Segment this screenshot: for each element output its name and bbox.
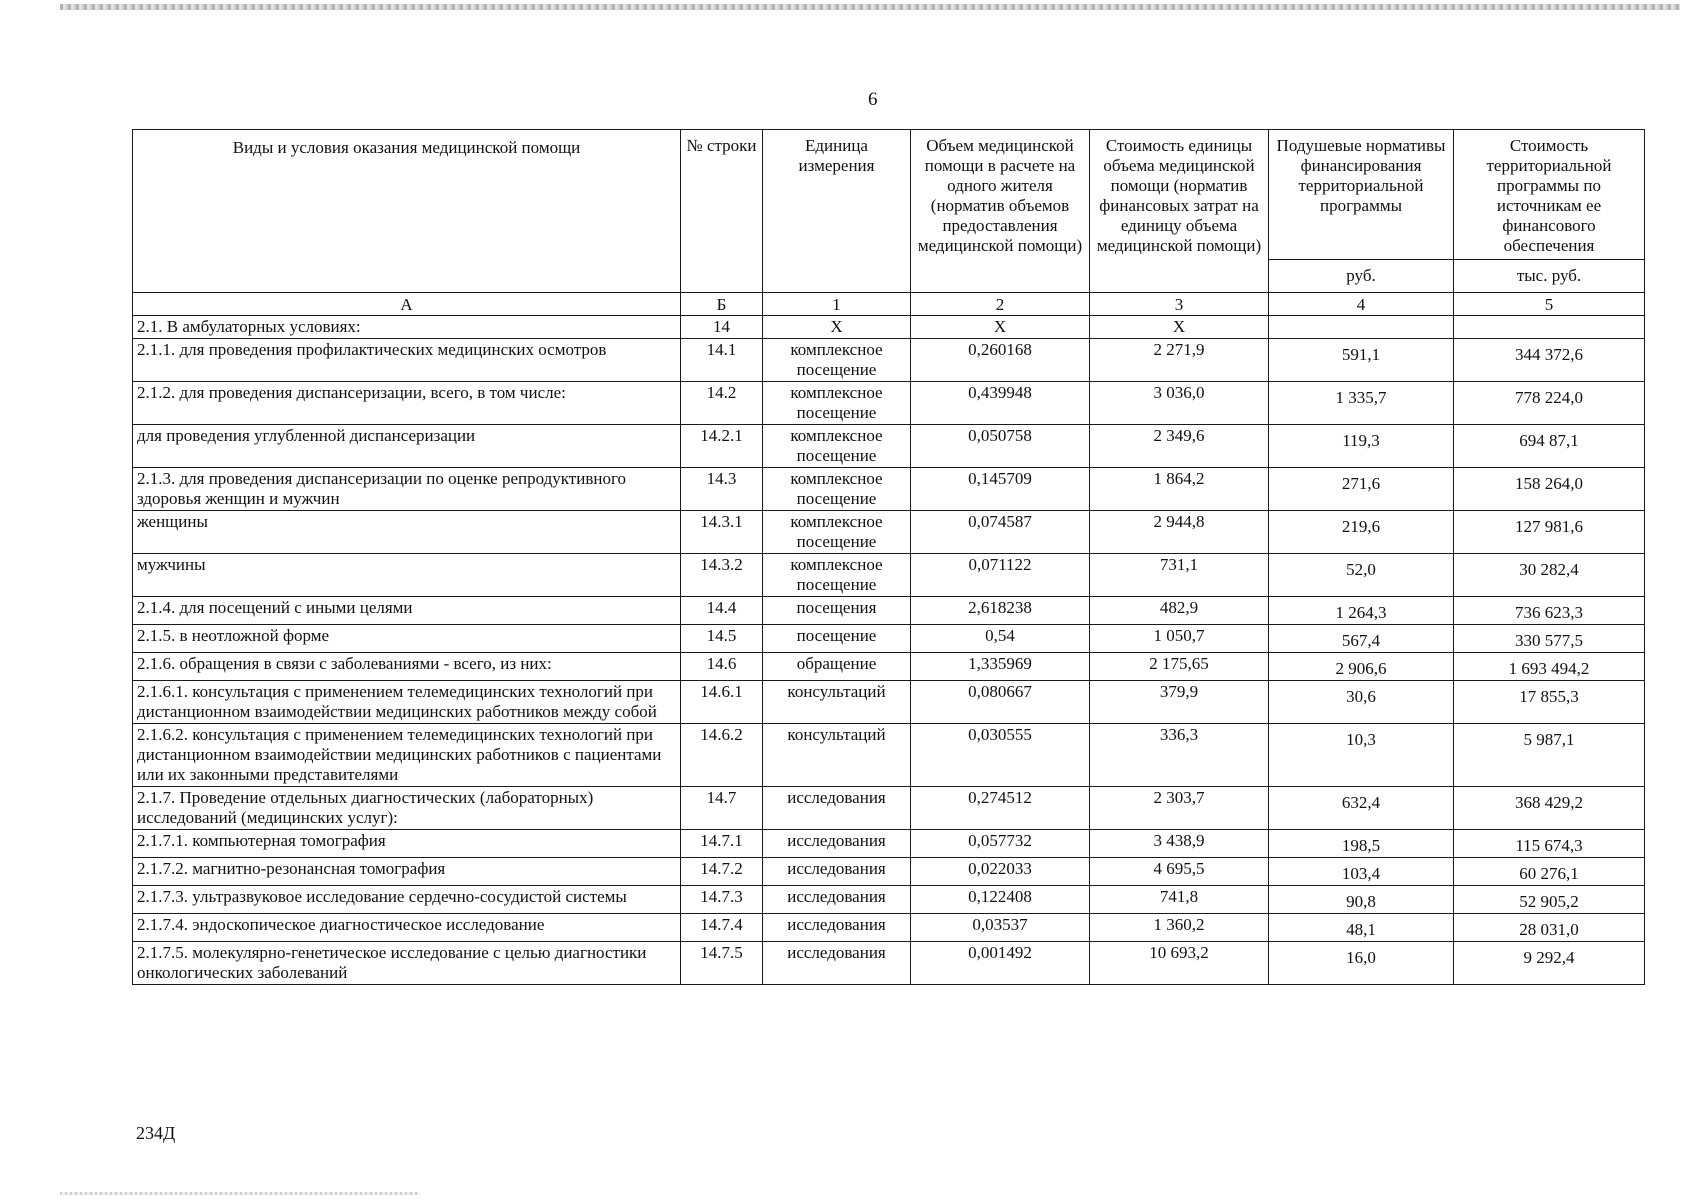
cell-volume: 0,022033 bbox=[911, 858, 1090, 886]
cell-unit-cost: 482,9 bbox=[1090, 597, 1269, 625]
cell-program-cost: 158 264,0 bbox=[1454, 468, 1645, 511]
cell-care-type: 2.1.7.1. компьютерная томография bbox=[133, 830, 681, 858]
cell-unit-cost: 3 438,9 bbox=[1090, 830, 1269, 858]
cell-line-number: 14.7.2 bbox=[681, 858, 763, 886]
cell-unit-cost: 1 864,2 bbox=[1090, 468, 1269, 511]
cell-unit: обращение bbox=[763, 653, 911, 681]
cell-unit-cost: 1 360,2 bbox=[1090, 914, 1269, 942]
cell-unit-cost: 1 050,7 bbox=[1090, 625, 1269, 653]
cell-line-number: 14.6.1 bbox=[681, 681, 763, 724]
column-code: 3 bbox=[1090, 293, 1269, 316]
cell-care-type: 2.1.7.5. молекулярно-генетическое исследование с целью диагностики онкологических заболеваний bbox=[133, 942, 681, 985]
cell-line-number: 14.6.2 bbox=[681, 724, 763, 787]
table-row bbox=[133, 425, 1645, 468]
scan-artifact-bottom bbox=[60, 1192, 420, 1195]
cell-volume: 0,260168 bbox=[911, 339, 1090, 382]
cell-per-capita-norm: 198,5 bbox=[1269, 830, 1454, 858]
cell-volume: 0,001492 bbox=[911, 942, 1090, 985]
table-row bbox=[133, 914, 1645, 942]
cell-program-cost: 694 87,1 bbox=[1454, 425, 1645, 468]
cell-line-number: 14.4 bbox=[681, 597, 763, 625]
cell-volume: 0,54 bbox=[911, 625, 1090, 653]
cell-per-capita-norm: 591,1 bbox=[1269, 339, 1454, 382]
medical-care-table bbox=[132, 129, 1645, 985]
cell-care-type: 2.1.7. Проведение отдельных диагностических (лабораторных) исследований (медицинских услуг): bbox=[133, 787, 681, 830]
cell-per-capita-norm: 119,3 bbox=[1269, 425, 1454, 468]
cell-program-cost: 778 224,0 bbox=[1454, 382, 1645, 425]
cell-per-capita-norm: 90,8 bbox=[1269, 886, 1454, 914]
cell-line-number: 14.3 bbox=[681, 468, 763, 511]
table-row bbox=[133, 468, 1645, 511]
cell-volume: 0,050758 bbox=[911, 425, 1090, 468]
cell-volume: 0,071122 bbox=[911, 554, 1090, 597]
cell-per-capita-norm: 567,4 bbox=[1269, 625, 1454, 653]
cell-unit: исследования bbox=[763, 830, 911, 858]
cell-unit: комплексное посещение bbox=[763, 382, 911, 425]
cell-unit-cost: 2 175,65 bbox=[1090, 653, 1269, 681]
cell-unit: комплексное посещение bbox=[763, 339, 911, 382]
cell-program-cost: 1 693 494,2 bbox=[1454, 653, 1645, 681]
cell-care-type: мужчины bbox=[133, 554, 681, 597]
table-row bbox=[133, 597, 1645, 625]
cell-care-type: 2.1.2. для проведения диспансеризации, всего, в том числе: bbox=[133, 382, 681, 425]
cell-per-capita-norm: 10,3 bbox=[1269, 724, 1454, 787]
table-row bbox=[133, 681, 1645, 724]
cell-care-type: 2.1.6. обращения в связи с заболеваниями - всего, из них: bbox=[133, 653, 681, 681]
cell-line-number: 14.2 bbox=[681, 382, 763, 425]
cell-unit: Х bbox=[763, 316, 911, 339]
cell-volume: 0,057732 bbox=[911, 830, 1090, 858]
cell-line-number: 14.2.1 bbox=[681, 425, 763, 468]
cell-program-cost: 60 276,1 bbox=[1454, 858, 1645, 886]
table-row bbox=[133, 830, 1645, 858]
cell-care-type: женщины bbox=[133, 511, 681, 554]
cell-volume: 0,074587 bbox=[911, 511, 1090, 554]
cell-program-cost: 28 031,0 bbox=[1454, 914, 1645, 942]
cell-unit: комплексное посещение bbox=[763, 468, 911, 511]
cell-line-number: 14.7.3 bbox=[681, 886, 763, 914]
cell-program-cost: 115 674,3 bbox=[1454, 830, 1645, 858]
column-code: 5 bbox=[1454, 293, 1645, 316]
column-code: 2 bbox=[911, 293, 1090, 316]
cell-care-type: 2.1.6.2. консультация с применением телемедицинских технологий при дистанционном взаимодействии медицинских работников с пациентами или их законными представителями bbox=[133, 724, 681, 787]
cell-line-number: 14.7.1 bbox=[681, 830, 763, 858]
cell-volume: 0,080667 bbox=[911, 681, 1090, 724]
column-codes-row bbox=[133, 293, 1645, 316]
cell-line-number: 14.7 bbox=[681, 787, 763, 830]
cell-unit: посещения bbox=[763, 597, 911, 625]
cell-volume: 2,618238 bbox=[911, 597, 1090, 625]
cell-line-number: 14.3.2 bbox=[681, 554, 763, 597]
table-row bbox=[133, 339, 1645, 382]
cell-per-capita-norm: 219,6 bbox=[1269, 511, 1454, 554]
cell-per-capita-norm: 2 906,6 bbox=[1269, 653, 1454, 681]
cell-unit: комплексное посещение bbox=[763, 425, 911, 468]
cell-unit-cost: 2 271,9 bbox=[1090, 339, 1269, 382]
cell-unit: консультаций bbox=[763, 681, 911, 724]
cell-volume: Х bbox=[911, 316, 1090, 339]
cell-program-cost: 368 429,2 bbox=[1454, 787, 1645, 830]
cell-care-type: 2.1.3. для проведения диспансеризации по оценке репродуктивного здоровья женщин и мужчин bbox=[133, 468, 681, 511]
cell-program-cost bbox=[1454, 316, 1645, 339]
cell-per-capita-norm: 52,0 bbox=[1269, 554, 1454, 597]
page-number: 6 bbox=[868, 89, 878, 110]
footer-document-code: 234Д bbox=[136, 1123, 176, 1143]
column-code: Б bbox=[681, 293, 763, 316]
cell-unit-cost: 336,3 bbox=[1090, 724, 1269, 787]
cell-line-number: 14.7.4 bbox=[681, 914, 763, 942]
cell-volume: 0,122408 bbox=[911, 886, 1090, 914]
cell-unit-cost: 10 693,2 bbox=[1090, 942, 1269, 985]
cell-per-capita-norm bbox=[1269, 316, 1454, 339]
table-row bbox=[133, 942, 1645, 985]
cell-per-capita-norm: 30,6 bbox=[1269, 681, 1454, 724]
header-volume: Объем медицинской помощи в расчете на одного жителя (норматив объемов предоставления медицинской помощи) bbox=[911, 130, 1090, 293]
table-row bbox=[133, 724, 1645, 787]
cell-unit: исследования bbox=[763, 858, 911, 886]
cell-unit-cost: 731,1 bbox=[1090, 554, 1269, 597]
scan-artifact-top bbox=[60, 4, 1680, 10]
cell-volume: 1,335969 bbox=[911, 653, 1090, 681]
cell-unit-cost: 2 944,8 bbox=[1090, 511, 1269, 554]
cell-per-capita-norm: 16,0 bbox=[1269, 942, 1454, 985]
cell-per-capita-norm: 271,6 bbox=[1269, 468, 1454, 511]
column-code: 1 bbox=[763, 293, 911, 316]
table-row bbox=[133, 886, 1645, 914]
cell-care-type: 2.1.6.1. консультация с применением телемедицинских технологий при дистанционном взаимодействии медицинских работников между собой bbox=[133, 681, 681, 724]
cell-unit-cost: 741,8 bbox=[1090, 886, 1269, 914]
header-unit-rub: руб. bbox=[1269, 260, 1454, 293]
cell-per-capita-norm: 103,4 bbox=[1269, 858, 1454, 886]
cell-care-type: 2.1. В амбулаторных условиях: bbox=[133, 316, 681, 339]
header-line-number: № строки bbox=[681, 130, 763, 293]
header-unit-cost: Стоимость единицы объема медицинской помощи (норматив финансовых затрат на единицу объема медицинской помощи) bbox=[1090, 130, 1269, 293]
table-row bbox=[133, 316, 1645, 339]
table-row bbox=[133, 382, 1645, 425]
cell-program-cost: 330 577,5 bbox=[1454, 625, 1645, 653]
cell-unit: посещение bbox=[763, 625, 911, 653]
cell-per-capita-norm: 48,1 bbox=[1269, 914, 1454, 942]
cell-unit: исследования bbox=[763, 914, 911, 942]
header-care-type: Виды и условия оказания медицинской помощи bbox=[133, 130, 681, 293]
header-per-capita-norm: Подушевые нормативы финансирования территориальной программы bbox=[1269, 130, 1454, 260]
table-row bbox=[133, 858, 1645, 886]
cell-line-number: 14.3.1 bbox=[681, 511, 763, 554]
table-row bbox=[133, 511, 1645, 554]
cell-care-type: 2.1.7.3. ультразвуковое исследование сердечно-сосудистой системы bbox=[133, 886, 681, 914]
cell-volume: 0,145709 bbox=[911, 468, 1090, 511]
cell-per-capita-norm: 632,4 bbox=[1269, 787, 1454, 830]
cell-unit-cost: 2 303,7 bbox=[1090, 787, 1269, 830]
cell-unit: исследования bbox=[763, 787, 911, 830]
cell-program-cost: 736 623,3 bbox=[1454, 597, 1645, 625]
cell-care-type: для проведения углубленной диспансеризации bbox=[133, 425, 681, 468]
cell-unit-cost: 2 349,6 bbox=[1090, 425, 1269, 468]
table-row bbox=[133, 653, 1645, 681]
cell-unit: комплексное посещение bbox=[763, 511, 911, 554]
cell-line-number: 14.1 bbox=[681, 339, 763, 382]
cell-unit: исследования bbox=[763, 942, 911, 985]
cell-program-cost: 127 981,6 bbox=[1454, 511, 1645, 554]
header-program-cost: Стоимость территориальной программы по источникам ее финансового обеспечения bbox=[1454, 130, 1645, 260]
cell-program-cost: 17 855,3 bbox=[1454, 681, 1645, 724]
cell-volume: 0,274512 bbox=[911, 787, 1090, 830]
cell-per-capita-norm: 1 335,7 bbox=[1269, 382, 1454, 425]
cell-unit: исследования bbox=[763, 886, 911, 914]
column-code: А bbox=[133, 293, 681, 316]
cell-line-number: 14.7.5 bbox=[681, 942, 763, 985]
cell-unit-cost: 3 036,0 bbox=[1090, 382, 1269, 425]
table-row bbox=[133, 787, 1645, 830]
cell-program-cost: 344 372,6 bbox=[1454, 339, 1645, 382]
table-row bbox=[133, 554, 1645, 597]
cell-unit-cost: 379,9 bbox=[1090, 681, 1269, 724]
cell-volume: 0,030555 bbox=[911, 724, 1090, 787]
header-unit-thousand-rub: тыс. руб. bbox=[1454, 260, 1645, 293]
cell-care-type: 2.1.7.2. магнитно-резонансная томография bbox=[133, 858, 681, 886]
cell-volume: 0,03537 bbox=[911, 914, 1090, 942]
cell-line-number: 14 bbox=[681, 316, 763, 339]
cell-unit-cost: Х bbox=[1090, 316, 1269, 339]
cell-unit: комплексное посещение bbox=[763, 554, 911, 597]
cell-line-number: 14.6 bbox=[681, 653, 763, 681]
cell-unit: консультаций bbox=[763, 724, 911, 787]
header-unit: Единица измерения bbox=[763, 130, 911, 293]
cell-care-type: 2.1.1. для проведения профилактических медицинских осмотров bbox=[133, 339, 681, 382]
cell-care-type: 2.1.7.4. эндоскопическое диагностическое исследование bbox=[133, 914, 681, 942]
cell-program-cost: 5 987,1 bbox=[1454, 724, 1645, 787]
cell-care-type: 2.1.5. в неотложной форме bbox=[133, 625, 681, 653]
cell-care-type: 2.1.4. для посещений с иными целями bbox=[133, 597, 681, 625]
cell-program-cost: 52 905,2 bbox=[1454, 886, 1645, 914]
cell-program-cost: 9 292,4 bbox=[1454, 942, 1645, 985]
table-row bbox=[133, 625, 1645, 653]
cell-line-number: 14.5 bbox=[681, 625, 763, 653]
cell-volume: 0,439948 bbox=[911, 382, 1090, 425]
cell-unit-cost: 4 695,5 bbox=[1090, 858, 1269, 886]
cell-per-capita-norm: 1 264,3 bbox=[1269, 597, 1454, 625]
cell-program-cost: 30 282,4 bbox=[1454, 554, 1645, 597]
column-code: 4 bbox=[1269, 293, 1454, 316]
